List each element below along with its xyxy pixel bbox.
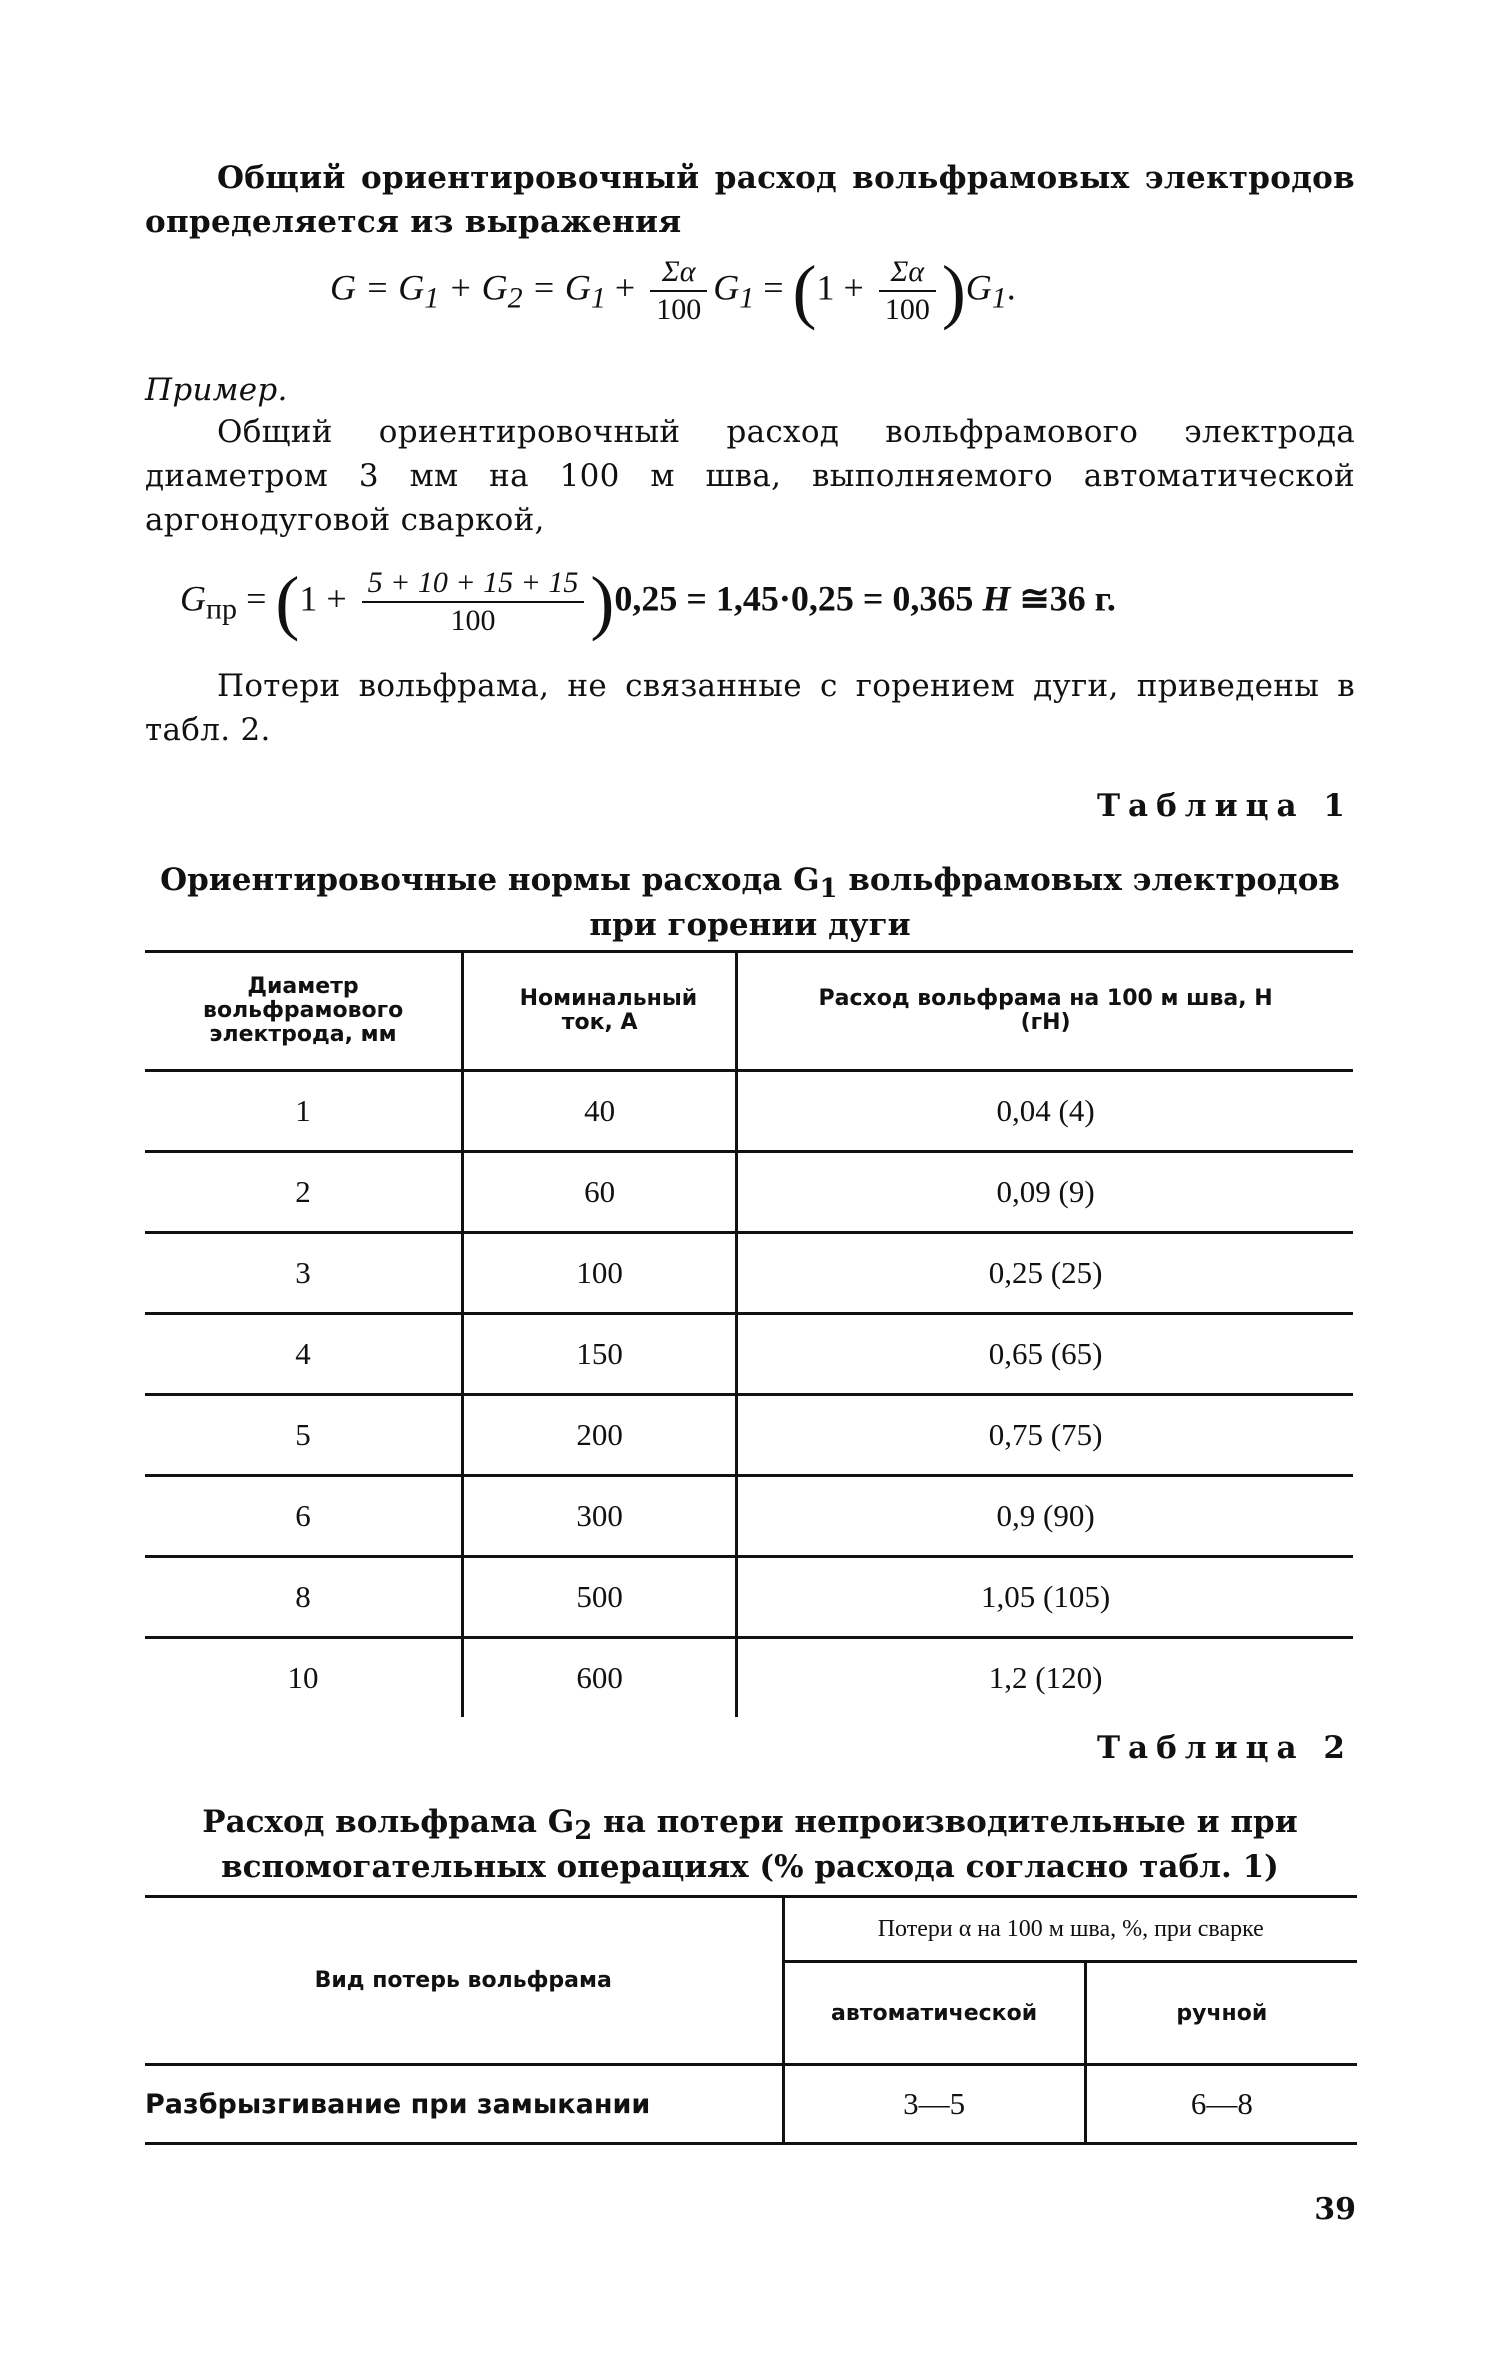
cell-diameter: 10 — [287, 1660, 319, 1695]
cell-consumption: 1,05 (105) — [737, 1557, 1353, 1638]
fraction: $\frac{5 + 10 + 15 + 15}{100}$ — [362, 565, 585, 639]
table-row — [145, 1638, 1353, 1718]
table1-caption: Ориентировочные нормы расхода $G_1$ вольфрамовых электродов при горении дуги — [160, 862, 1340, 944]
table2 — [145, 1895, 1357, 2145]
cell-consumption: 0,04 (4) — [737, 1071, 1353, 1152]
intro-paragraph: Общий ориентировочный расход вольфрамовых электродов определяется из выражения — [145, 160, 1355, 240]
cell-auto: 3—5 — [783, 2065, 1085, 2144]
table-row — [145, 1557, 1353, 1638]
table2-header-group: Потери α на 100 м шва, %, при сварке — [783, 1897, 1357, 1962]
table2-header-auto: автоматической — [783, 1962, 1085, 2065]
cell-consumption: 0,65 (65) — [737, 1314, 1353, 1395]
cell-current: 500 — [463, 1557, 737, 1638]
total-consumption-formula: $G = G_1 + G_2 = G_1$ + $\frac{\Sigma\alpha}{100}$ $G_1 = (1$ + $\frac{\Sigma\alpha}{100}$ )$G_1$. — [330, 251, 1016, 331]
example-label: Пример. — [145, 372, 288, 408]
cell-current: 200 — [463, 1395, 737, 1476]
table1-header-diameter: Диаметр вольфрамового электрода, мм — [145, 952, 463, 1071]
cell-current: 60 — [463, 1152, 737, 1233]
cell-consumption: 0,9 (90) — [737, 1476, 1353, 1557]
table1-header-consumption: Расход вольфрама на 100 м шва, Н (гН) — [737, 952, 1353, 1071]
table-row — [145, 1152, 1353, 1233]
fraction: $\frac{\Sigma\alpha}{100}$ — [650, 254, 707, 328]
table-row — [145, 2065, 1357, 2144]
example-formula: $G_{пр} = (1$ + $\frac{5 + 10 + 15 + 15}{100}$ )0,25 = 1,45·0,25 = 0,365 Н ≅36 г. — [180, 562, 1116, 642]
cell-manual: 6—8 — [1085, 2065, 1357, 2144]
table-row — [145, 1476, 1353, 1557]
cell-diameter: 3 — [145, 1233, 463, 1314]
table-row — [145, 1071, 1353, 1152]
table2-caption: Расход вольфрама $G_2$ на потери непроизводительные и при вспомогательных операциях (% расхода согласно табл. 1) — [202, 1804, 1298, 1886]
cell-consumption: 0,09 (9) — [737, 1152, 1353, 1233]
cell-diameter: 4 — [145, 1314, 463, 1395]
losses-paragraph: Потери вольфрама, не связанные с горением дуги, приведены в табл. 2. — [145, 668, 1355, 748]
cell-loss-kind: Разбрызгивание при замыкании — [145, 2065, 783, 2144]
cell-consumption: 0,25 (25) — [737, 1233, 1353, 1314]
table2-header-manual: ручной — [1085, 1962, 1357, 2065]
cell-consumption: 0,75 (75) — [737, 1395, 1353, 1476]
cell-diameter: 8 — [145, 1557, 463, 1638]
table1-title: Таблица 1 — [1096, 788, 1353, 824]
fraction: $\frac{\Sigma\alpha}{100}$ — [879, 254, 936, 328]
cell-current: 300 — [463, 1476, 737, 1557]
cell-diameter: 2 — [145, 1152, 463, 1233]
table2-title: Таблица 2 — [1096, 1730, 1353, 1766]
example-paragraph: Общий ориентировочный расход вольфрамового электрода диаметром 3 мм на 100 м шва, выполняемого автоматической аргонодуговой сваркой, — [145, 414, 1355, 538]
table1-header-current: Номинальный ток, А — [463, 952, 737, 1071]
cell-current: 150 — [463, 1314, 737, 1395]
cell-diameter: 1 — [145, 1071, 463, 1152]
page-number: 39 — [1314, 2192, 1356, 2227]
cell-current: 40 — [463, 1071, 737, 1152]
cell-diameter: 6 — [145, 1476, 463, 1557]
table-row — [145, 1233, 1353, 1314]
cell-diameter: 5 — [145, 1395, 463, 1476]
table-row — [145, 1395, 1353, 1476]
cell-consumption: 1,2 (120) — [988, 1660, 1103, 1695]
table1 — [145, 950, 1353, 1717]
table-row — [145, 1314, 1353, 1395]
table2-header-kind: Вид потерь вольфрама — [145, 1897, 783, 2065]
cell-current: 600 — [463, 1638, 737, 1718]
cell-current: 100 — [463, 1233, 737, 1314]
